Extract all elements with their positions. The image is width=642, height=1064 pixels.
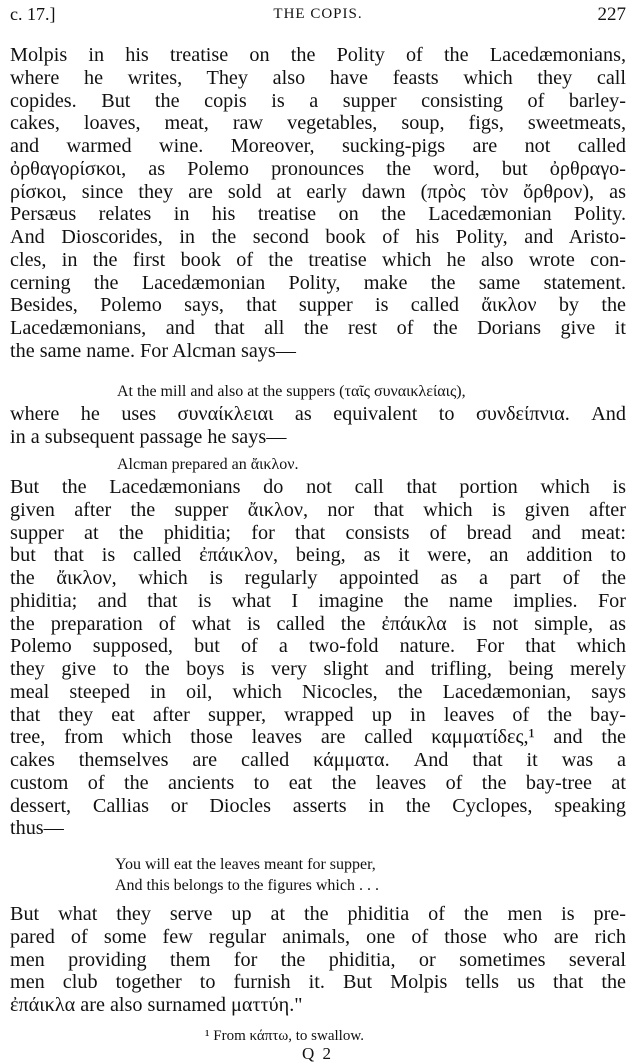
text-line: cakes, loaves, meat, raw vegetables, soup, figs, sweetmeats, [10,112,626,135]
chapter-reference: c. 17.] [10,4,56,24]
text-line: copides. But the copis is a supper consisting of barley- [10,89,626,112]
running-header [10,4,626,28]
text-line: they give to the boys is very slight and trifling, being merely [10,658,626,680]
text-line: phiditia; and that is what I imagine the name implies. For [10,589,626,612]
paragraph-1 [10,44,626,363]
text-line: and warmed wine. Moreover, sucking-pigs are not called [10,135,626,157]
text-line: Besides, Polemo says, that supper is called ἄικλον by the [10,294,626,317]
paragraph-3 [10,476,626,840]
verse-line: And this belongs to the figures which . . . [115,877,379,894]
running-title: THE COPIS. [273,6,363,22]
verse-quote-2: Alcman prepared an ἄικλον. [117,456,299,473]
text-line: the same name. For Alcman says— [10,339,296,362]
text-line: But the Lacedæmonians do not call that portion which is [10,476,626,498]
page-number: 227 [597,4,626,25]
text-line: cakes themselves are called κάμματα. And that it was a [10,749,626,771]
text-line: men club together to furnish it. But Molpis tells us that the [10,971,626,994]
text-line: custom of the ancients to eat the leaves of the bay-tree at [10,771,626,794]
text-line: supper at the phiditia; for that consists of bread and meat: [10,521,626,544]
text-line: Lacedæmonians, and that all the rest of the Dorians give it [10,317,626,339]
footnote: ¹ From κάπτω, to swallow. [205,1028,364,1044]
text-line: cerning the Lacedæmonian Polity, make the same statement. [10,271,626,294]
text-line: pared of some few regular animals, one of those who are rich [10,925,626,948]
verse-quote-3 [115,854,615,896]
paragraph-4 [10,903,626,1017]
paragraph-2 [10,403,626,449]
text-line: thus— [10,817,64,840]
verse-quote-1: At the mill and also at the suppers (ταῖς συναικλείαις), [117,383,466,400]
signature-mark: Q 2 [302,1044,334,1063]
text-line: dessert, Callias or Diocles asserts in the Cyclopes, speaking [10,794,626,817]
text-line: ὀρθαγορίσκοι, as Polemo pronounces the word, but ὀρθραγο- [10,157,626,180]
text-line: where he uses συναίκλειαι as equivalent to συνδείπνια. And [10,403,626,425]
text-line: where he writes, They also have feasts which they call [10,66,626,89]
text-line: men providing them for the phiditia, or sometimes several [10,948,626,971]
text-line: meal steeped in oil, which Nicocles, the Lacedæmonian, says [10,680,626,703]
text-line: And Dioscorides, in the second book of his Polity, and Aristo- [10,226,626,248]
text-line: given after the supper ἄικλον, nor that which is given after [10,498,626,521]
text-line: cles, in the first book of the treatise which he also wrote con- [10,248,626,271]
verse-line: You will eat the leaves meant for supper, [115,856,376,873]
text-line: the ἄικλον, which is regularly appointed as a part of the [10,567,626,589]
text-line: Persæus relates in his treatise on the Lacedæmonian Polity. [10,203,626,226]
text-line: that they eat after supper, wrapped up in leaves of the bay- [10,703,626,726]
text-line: but that is called ἐπάικλον, being, as it were, an addition to [10,544,626,567]
text-line: Polemo supposed, but of a two-fold nature. For that which [10,635,626,658]
text-line: tree, from which those leaves are called καμματίδες,¹ and the [10,726,626,749]
text-line: ἐπάικλα are also surnamed ματτύη." [10,994,303,1016]
text-line: in a subsequent passage he says— [10,425,287,448]
text-line: the preparation of what is called the ἐπάικλα is not simple, as [10,612,626,635]
text-line: ρίσκοι, since they are sold at early dawn (πρὸς τὸν ὄρθρον), as [10,180,626,203]
text-line: Molpis in his treatise on the Polity of the Lacedæmonians, [10,44,626,66]
text-line: But what they serve up at the phiditia of the men is pre- [10,903,626,925]
